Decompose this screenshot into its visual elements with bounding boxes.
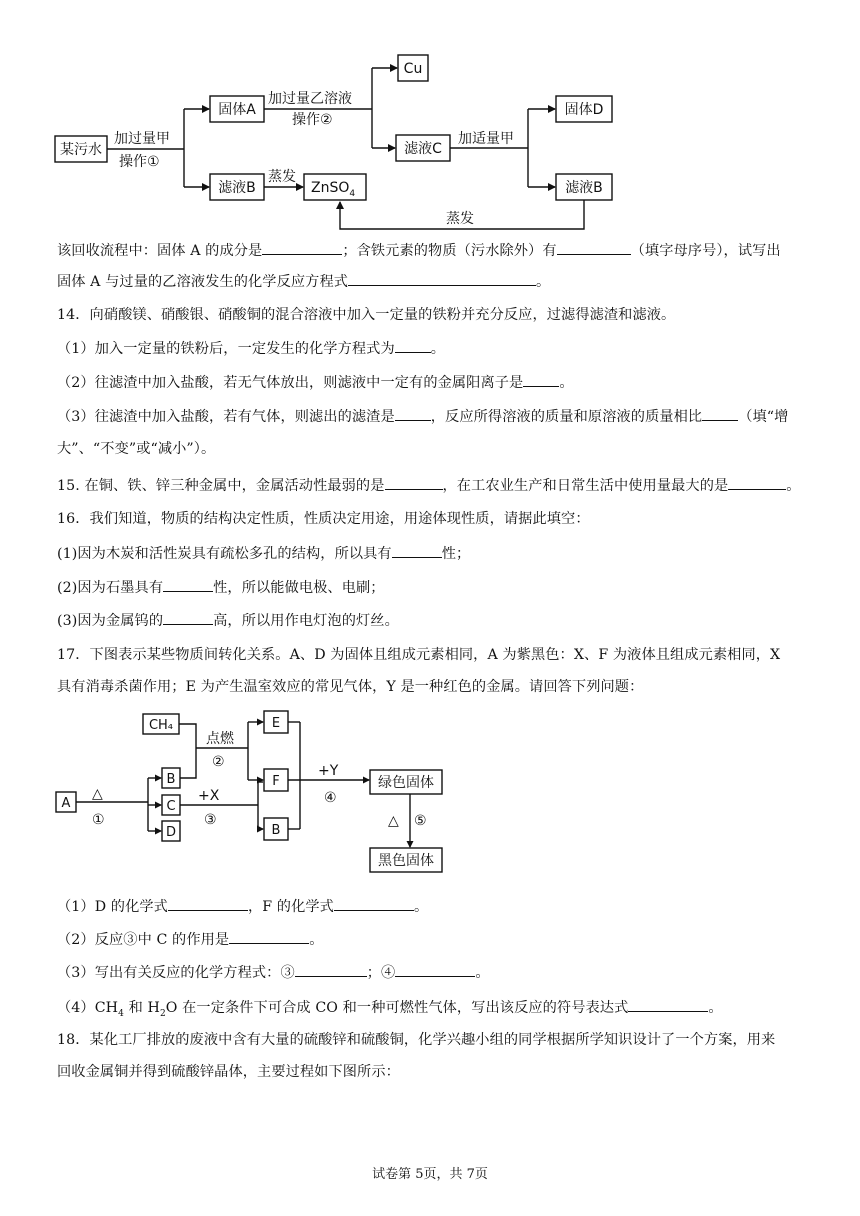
label-heat1: △	[92, 786, 103, 802]
q14-part2: （2）往滤渣中加入盐酸，若无气体放出，则滤液中一定有的金属阳离子是 。	[57, 372, 574, 393]
answer-blank[interactable]	[628, 997, 708, 1012]
answer-blank[interactable]	[395, 338, 431, 353]
node-ch4-text: CH₄	[148, 718, 174, 733]
answer-blank[interactable]	[168, 896, 248, 911]
label-r5: ⑤	[414, 813, 427, 829]
node-filtrate-b2-text: 滤液B	[565, 180, 603, 196]
page-footer: 试卷第 5页，共 7页	[372, 1167, 488, 1182]
q17-part1: （1）D 的化学式 ，F 的化学式 。	[57, 896, 428, 917]
label-ignite: 点燃	[206, 731, 234, 747]
answer-blank[interactable]	[163, 610, 213, 625]
q16-part1: (1)因为木炭和活性炭具有疏松多孔的结构，所以具有 性；	[57, 543, 470, 564]
q14-stem: 14．向硝酸镁、硝酸银、硝酸铜的混合溶液中加入一定量的铁粉并充分反应，过滤得滤渣和滤液。	[57, 307, 676, 323]
answer-blank[interactable]	[295, 962, 367, 977]
answer-blank[interactable]	[348, 271, 536, 286]
label-r1: ①	[92, 812, 105, 828]
answer-blank[interactable]	[557, 240, 631, 255]
answer-blank[interactable]	[334, 896, 414, 911]
q17-part4: $(4)CH_4$ 和 $H_2O$ 在一定条件下可合成 CO 和一种可燃性气体，写出该反应的符号表达式 。	[57, 997, 723, 1024]
q14-part1: （1）加入一定量的铁粉后，一定发生的化学方程式为 。	[57, 338, 445, 359]
node-wastewater-text: 某污水	[60, 142, 102, 158]
answer-blank[interactable]	[262, 240, 342, 255]
node-a-text: A	[61, 796, 71, 811]
node-filtrate-c-text: 滤液C	[404, 141, 442, 157]
label-evaporate2: 蒸发	[446, 211, 474, 227]
answer-blank[interactable]	[229, 929, 309, 944]
answer-blank[interactable]	[728, 475, 786, 490]
label-add-c: 加适量甲	[458, 131, 514, 147]
node-b2-text: B	[271, 823, 281, 838]
answer-blank[interactable]	[523, 372, 559, 387]
conversion-connectors	[76, 722, 410, 847]
label-r2: ②	[212, 754, 225, 770]
node-e-text: E	[271, 716, 281, 731]
node-green-solid-text: 绿色固体	[378, 775, 434, 791]
q17-part2: （2）反应③中 C 的作用是 。	[57, 929, 323, 950]
q16-part2: (2)因为石墨具有 性，所以能做电极、电刷；	[57, 577, 385, 598]
q17-part3: （3）写出有关反应的化学方程式：③ ；④ 。	[57, 962, 490, 983]
q16-part3: (3)因为金属钨的 高，所以用作电灯泡的灯丝。	[57, 610, 399, 631]
answer-blank[interactable]	[395, 406, 431, 421]
conversion-diagram	[0, 700, 860, 890]
q15: 15. 在铜、铁、锌三种金属中，金属活动性最弱的是 ，在工农业生产和日常生活中使用量最大的是 。	[57, 475, 801, 496]
node-f-text: F	[272, 774, 280, 789]
label-plus-y: +Y	[318, 763, 339, 779]
node-solid-a-text: 固体A	[218, 102, 256, 118]
label-r3: ③	[204, 812, 217, 828]
answer-blank[interactable]	[163, 577, 213, 592]
answer-blank[interactable]	[702, 406, 738, 421]
q17-stem2: 具有消毒杀菌作用；E 为产生温室效应的常见气体，Y 是一种红色的金属。请回答下列问题：	[57, 679, 644, 695]
q14-part3a: （3）往滤渣中加入盐酸，若有气体，则滤出的滤渣是 ，反应所得溶液的质量和原溶液的质量相比 （填“增	[57, 406, 788, 427]
node-znso4-text: ZnSO$_4$	[311, 180, 356, 199]
label-op1: 操作①	[119, 154, 160, 170]
label-add-a: 加过量甲	[114, 131, 170, 147]
label-r4: ④	[324, 790, 337, 806]
node-cu-text: Cu	[403, 61, 423, 77]
answer-blank[interactable]	[392, 543, 442, 558]
q13-line1: 该回收流程中：固体 A 的成分是 ；含铁元素的物质（污水除外）有 （填字母序号），试写出	[57, 240, 781, 261]
label-plus-x: +X	[198, 788, 220, 804]
recovery-flow-svg	[0, 0, 860, 240]
answer-blank[interactable]	[395, 962, 475, 977]
answer-blank[interactable]	[385, 475, 443, 490]
q17-stem1: 17．下图表示某些物质间转化关系。A、D 为固体且组成元素相同，A 为紫黑色：X、F 为液体且组成元素相同，X	[57, 647, 781, 663]
conversion-svg	[0, 700, 860, 890]
node-black-solid-text: 黑色固体	[378, 853, 434, 869]
label-evaporate1: 蒸发	[268, 169, 296, 185]
node-b1-text: B	[166, 772, 176, 787]
node-c-text: C	[166, 799, 176, 814]
q16-stem: 16．我们知道，物质的结构决定性质，性质决定用途，用途体现性质，请据此填空：	[57, 511, 590, 527]
q13-line2: 固体 A 与过量的乙溶液发生的化学反应方程式 。	[57, 271, 550, 292]
label-heat5: △	[388, 813, 399, 829]
q14-part3b: 大”、“不变”或“减小”）。	[57, 441, 216, 457]
label-add-b: 加过量乙溶液	[268, 91, 352, 107]
node-filtrate-b1-text: 滤液B	[218, 180, 256, 196]
node-d-text: D	[165, 825, 177, 840]
q18-line1: 18．某化工厂排放的废液中含有大量的硫酸锌和硫酸铜，化学兴趣小组的同学根据所学知识设计了一个方案，用来	[57, 1032, 776, 1048]
label-op2: 操作②	[292, 112, 333, 128]
q18-line2: 回收金属铜并得到硫酸锌晶体，主要过程如下图所示：	[57, 1064, 400, 1080]
node-solid-d-text: 固体D	[564, 102, 604, 118]
recovery-flow-diagram	[0, 0, 860, 240]
